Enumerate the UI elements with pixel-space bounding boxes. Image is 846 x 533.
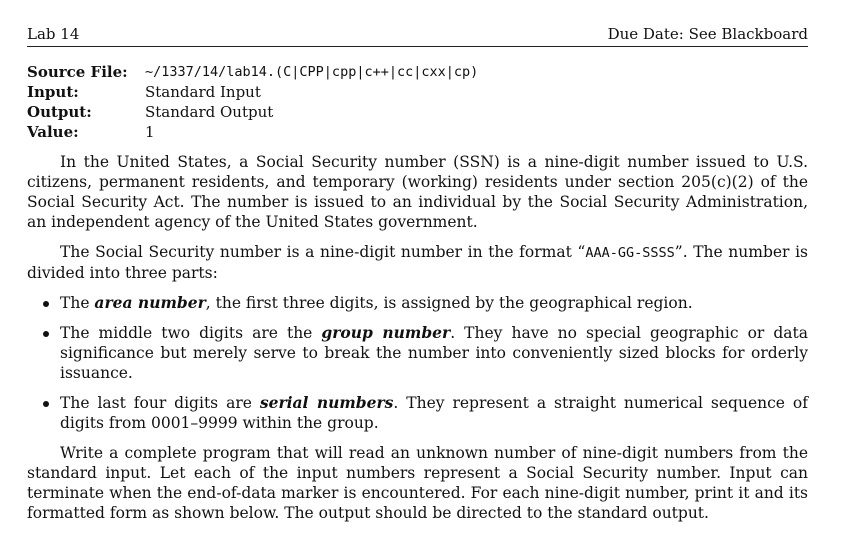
parts-list xyxy=(27,293,808,433)
bullet-icon xyxy=(43,331,49,337)
meta-row-output xyxy=(27,102,478,122)
meta-value: Standard Input xyxy=(145,83,261,101)
meta-row-value xyxy=(27,122,478,142)
format-paragraph xyxy=(27,242,808,283)
meta-key: Input: xyxy=(27,83,79,101)
item-text: . They represent a straight numerical sequence of digits from 0001–9999 within the group. xyxy=(60,394,808,432)
meta-key: Source File: xyxy=(27,63,128,81)
item-text: The middle two digits are the xyxy=(60,324,322,342)
list-item xyxy=(27,293,808,313)
list-item xyxy=(27,393,808,433)
assignment-meta xyxy=(27,62,478,142)
page-header xyxy=(27,24,808,44)
item-text: , the first three digits, is assigned by the geographical region. xyxy=(205,294,693,312)
meta-row-input xyxy=(27,82,478,102)
format-text-after: ”. The number is divided into three parts: xyxy=(27,243,808,282)
bullet-icon xyxy=(43,301,49,307)
meta-value: ~/1337/14/lab14.(C|CPP|cpp|c++|cc|cxx|cp) xyxy=(145,64,479,80)
item-text: . They have no special geographic or data significance but merely serve to break the number into conveniently sized blocks for orderly issuance. xyxy=(60,324,808,382)
item-term: area number xyxy=(94,293,206,312)
format-code: AAA-GG-SSSS xyxy=(585,245,675,261)
lab-title: Lab 14 xyxy=(27,25,80,43)
intro-paragraph: In the United States, a Social Security number (SSN) is a nine-digit number issued to U.S. citizens, permanent residents, and temporary (working) residents under section 205(c)(2) of the Social Security Act. The number is issued to an individual by the Social Security Administration, an independent agency of the United States government. xyxy=(27,153,808,231)
document-body xyxy=(27,152,808,533)
item-text: The last four digits are xyxy=(60,394,260,412)
meta-key: Value: xyxy=(27,123,79,141)
list-item xyxy=(27,323,808,383)
header-rule xyxy=(27,46,808,47)
format-text-before: The Social Security number is a nine-digit number in the format “ xyxy=(60,243,586,261)
item-text: The xyxy=(60,294,95,312)
meta-key: Output: xyxy=(27,103,92,121)
bullet-icon xyxy=(43,401,49,407)
meta-value: Standard Output xyxy=(145,103,274,121)
item-term: group number xyxy=(321,323,451,342)
item-term: serial numbers xyxy=(259,393,394,412)
due-date: Due Date: See Blackboard xyxy=(607,25,808,43)
meta-value: 1 xyxy=(145,123,155,141)
meta-row-source xyxy=(27,62,478,82)
task-paragraph: Write a complete program that will read an unknown number of nine-digit numbers from the standard input. Let each of the input numbers represent a Social Security number. Input can terminate when the end-of-data marker is encountered. For each nine-digit number, print it and its formatted form as shown below. The output should be directed to the standard output. xyxy=(27,444,808,522)
